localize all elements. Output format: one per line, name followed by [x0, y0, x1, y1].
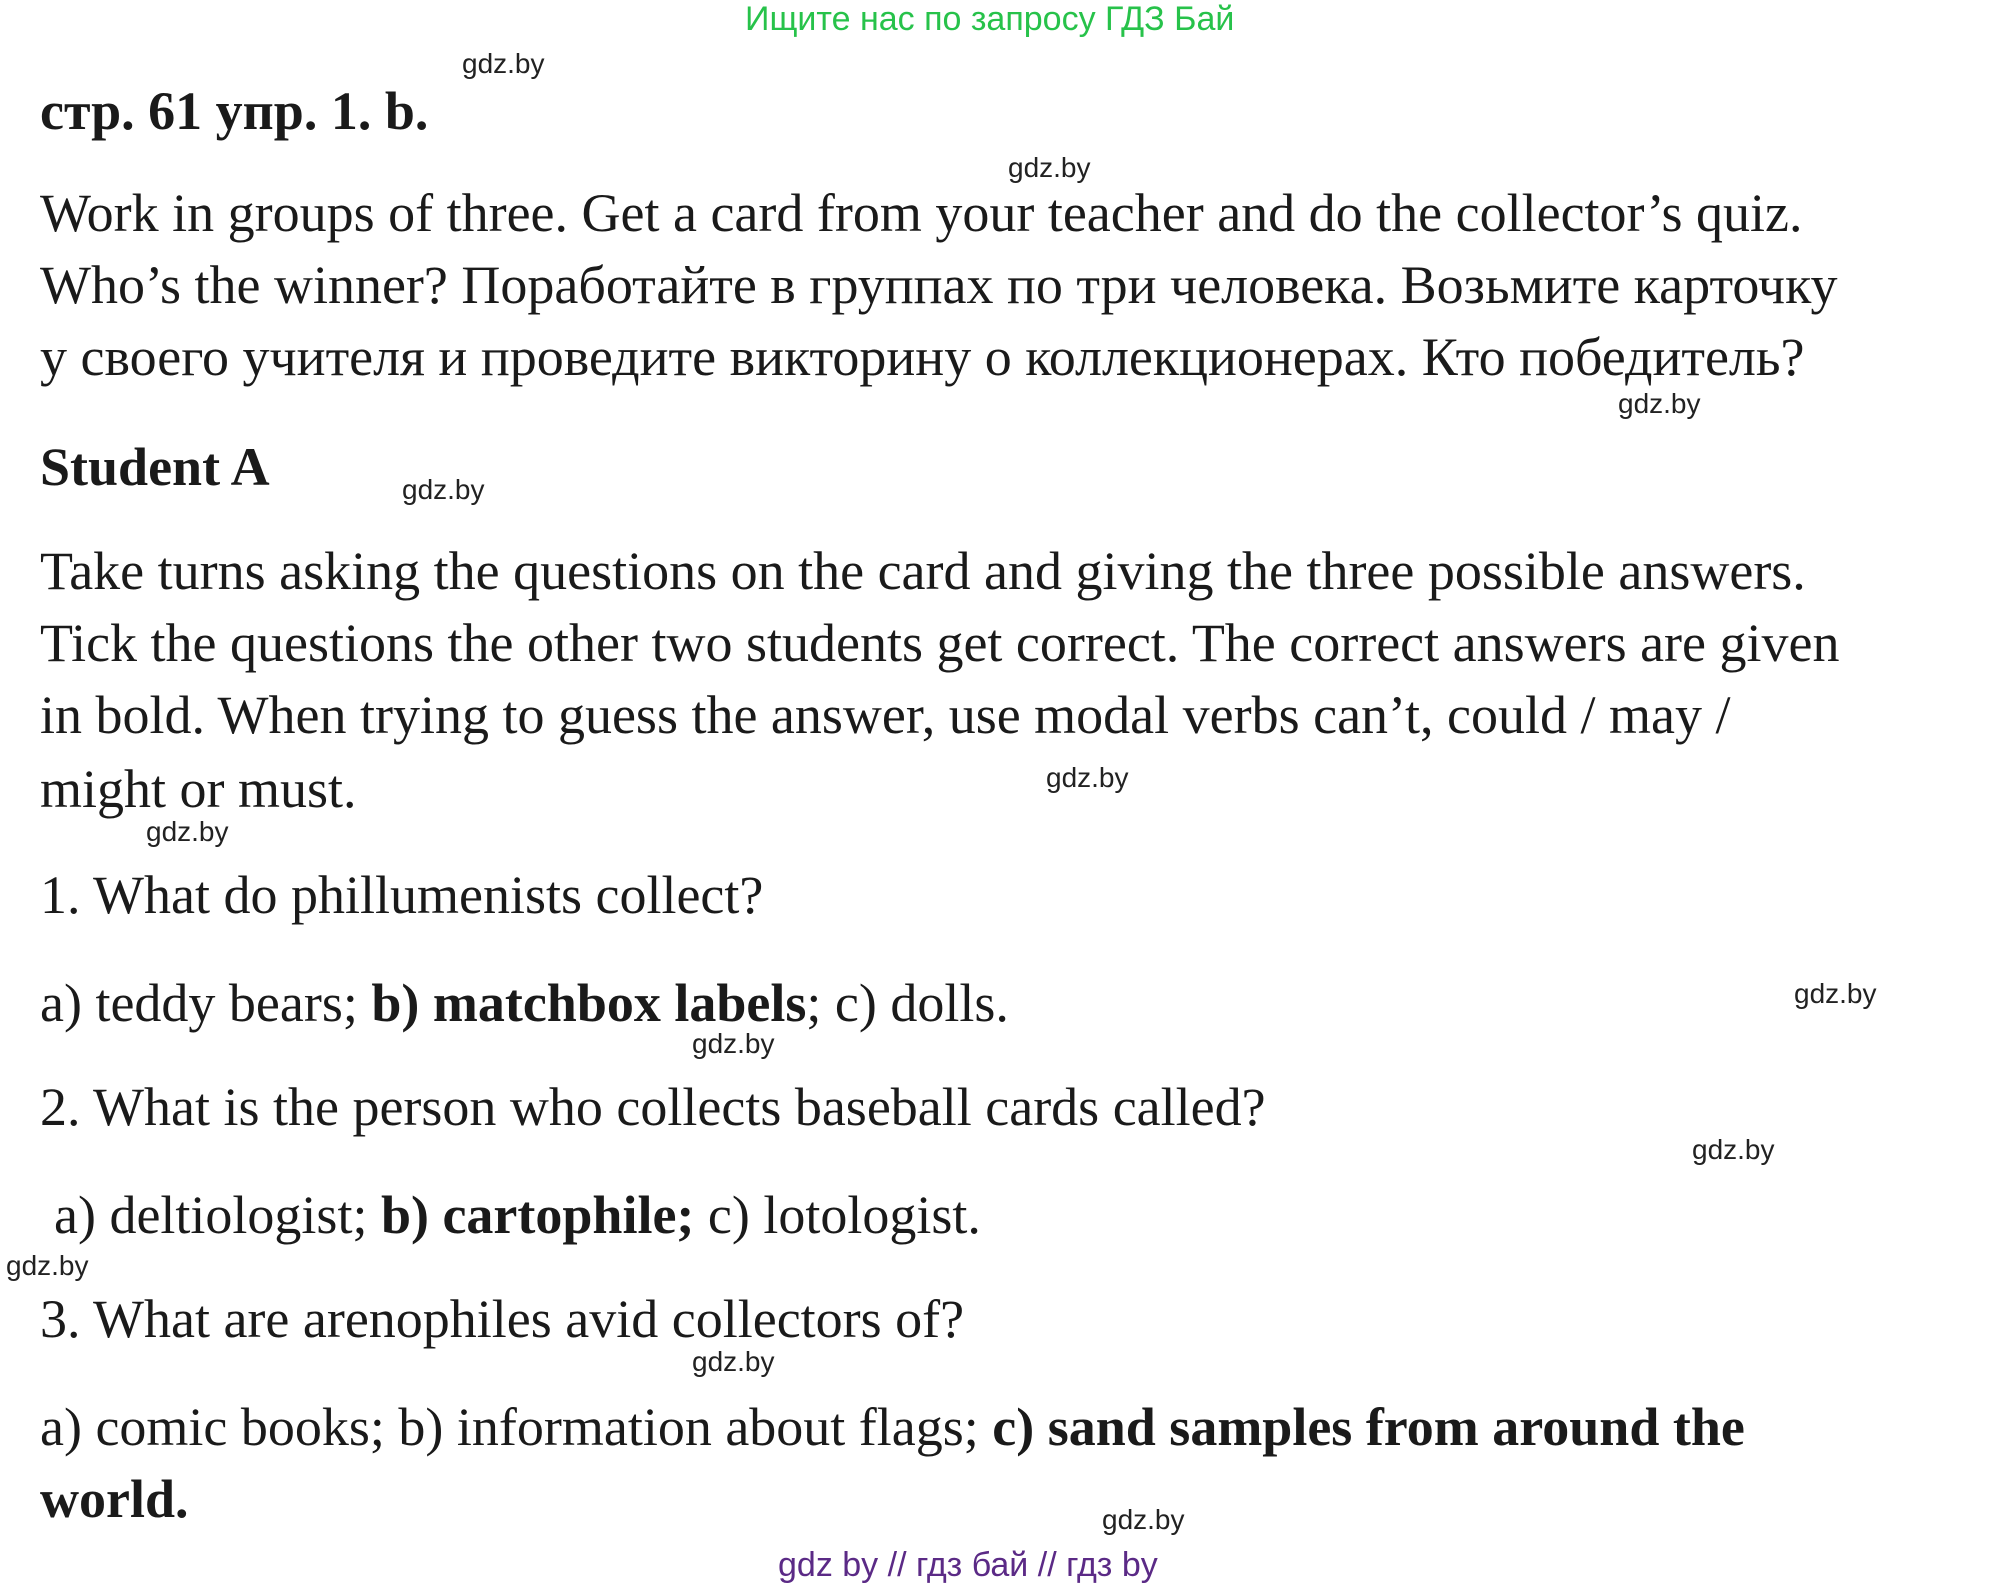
watermark: gdz.by	[692, 1346, 775, 1377]
watermark: gdz.by	[6, 1250, 89, 1281]
watermark: gdz.by	[692, 1028, 775, 1059]
answer-1-correct: b) matchbox labels	[371, 973, 807, 1033]
watermark: gdz.by	[1008, 152, 1091, 183]
answer-1-a: a) teddy bears;	[40, 973, 372, 1033]
watermark: gdz.by	[1794, 978, 1877, 1009]
answer-3-correct-continued: world.	[40, 1469, 189, 1529]
answers-2	[54, 1185, 981, 1245]
answer-3-correct: c) sand samples from around the	[992, 1397, 1745, 1457]
student-heading: Student A	[40, 437, 270, 497]
answer-2-correct: b) cartophile;	[380, 1185, 695, 1245]
watermark: gdz.by	[1618, 388, 1701, 419]
watermark: gdz.by	[402, 474, 485, 505]
question-1: 1. What do phillumenists collect?	[40, 865, 764, 925]
watermark: gdz.by	[1692, 1134, 1775, 1165]
question-2: 2. What is the person who collects baseball cards called?	[40, 1077, 1266, 1137]
answer-3-a: a) comic books; b) information about flags;	[40, 1397, 993, 1457]
answers-1	[40, 973, 1009, 1033]
top-banner: Ищите нас по запросу ГДЗ Бай	[745, 0, 1235, 38]
instruction-line-1: Take turns asking the questions on the card and giving the three possible answers.	[40, 541, 1806, 601]
task-line-1: Work in groups of three. Get a card from your teacher and do the collector’s quiz.	[40, 183, 1803, 243]
answer-2-rest: c) lotologist.	[694, 1185, 981, 1245]
task-line-2: Who’s the winner? Поработайте в группах по три человека. Возьмите карточку	[40, 255, 1838, 315]
watermark: gdz.by	[146, 816, 229, 847]
watermark: gdz.by	[1102, 1504, 1185, 1535]
instruction-line-2: Tick the questions the other two students get correct. The correct answers are given	[40, 613, 1840, 673]
watermark: gdz.by	[1046, 762, 1129, 793]
exercise-heading: стр. 61 упр. 1. b.	[40, 81, 429, 141]
task-line-3: у своего учителя и проведите викторину о коллекционерах. Кто победитель?	[40, 327, 1805, 387]
question-3: 3. What are arenophiles avid collectors of?	[40, 1289, 965, 1349]
answer-1-rest: ; c) dolls.	[806, 973, 1009, 1033]
instruction-line-4: might or must.	[40, 759, 357, 819]
footer-links: gdz by // гдз бай // гдз by	[778, 1546, 1158, 1584]
watermark: gdz.by	[462, 48, 545, 79]
answer-2-a: a) deltiologist;	[54, 1185, 381, 1245]
answers-3	[40, 1397, 1745, 1457]
instruction-line-3: in bold. When trying to guess the answer, use modal verbs can’t, could / may /	[40, 685, 1731, 745]
